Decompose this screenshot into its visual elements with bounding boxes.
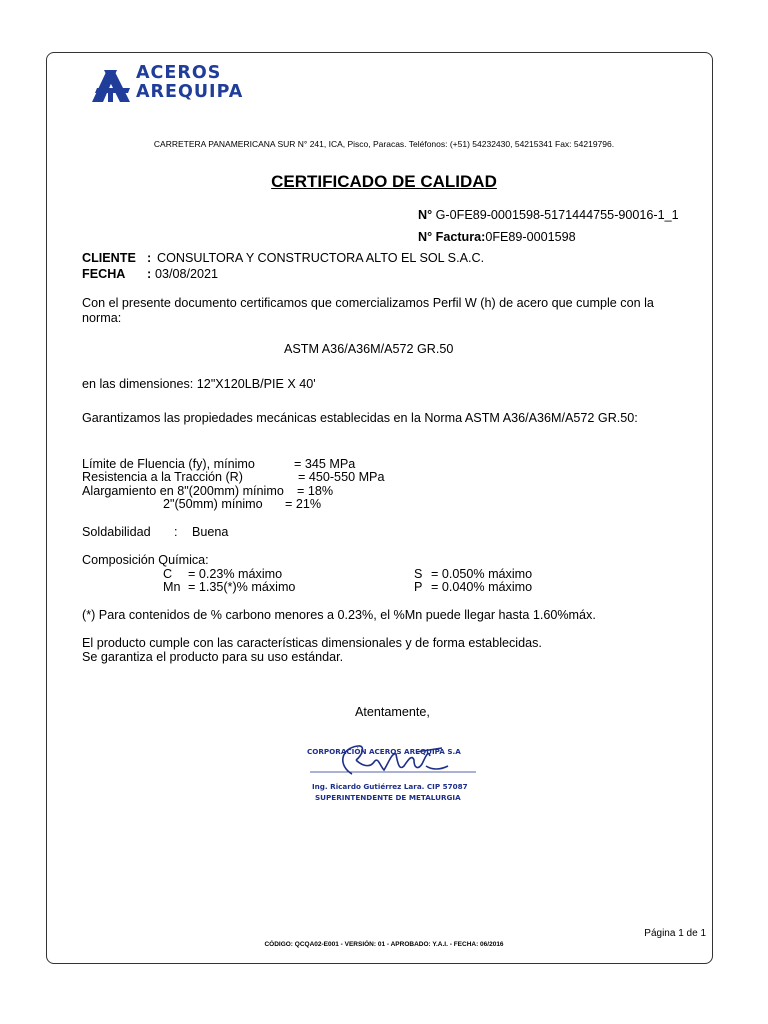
composition-element: P xyxy=(414,580,423,594)
closing-line-2: Se garantiza el producto para su uso estándar. xyxy=(82,650,344,664)
guarantee-text: Garantizamos las propiedades mecánicas establecidas en la Norma ASTM A36/A36M/A572 GR.50: xyxy=(82,411,638,425)
date-value: 03/08/2021 xyxy=(155,267,219,281)
brand-name xyxy=(136,64,243,102)
document-code: CÓDIGO: QCQA02-E001 - VERSIÓN: 01 - APROBADO: Y.A.I. - FECHA: 06/2016 xyxy=(264,941,504,948)
composition-element: Mn xyxy=(163,580,181,594)
invoice-number-value: 0FE89-0001598 xyxy=(485,230,576,244)
client-separator: : xyxy=(147,251,152,265)
invoice-number-label: N° Factura: xyxy=(418,230,486,244)
certificate-number-value: G-0FE89-0001598-5171444755-90016-1_1 xyxy=(435,208,679,222)
signature-name: Ing. Ricardo Gutiérrez Lara. CIP 57087 xyxy=(312,782,468,791)
composition-element: S xyxy=(414,567,423,581)
composition-value: = 1.35(*)% máximo xyxy=(188,580,296,594)
weldability-value: Buena xyxy=(192,525,229,539)
property-label: Límite de Fluencia (fy), mínimo xyxy=(82,457,255,471)
property-value: = 21% xyxy=(285,497,322,511)
property-value: = 450-550 MPa xyxy=(298,470,385,484)
weldability-separator: : xyxy=(174,525,178,539)
property-label: 2"(50mm) mínimo xyxy=(163,497,263,511)
company-address: CARRETERA PANAMERICANA SUR N° 241, ICA, Pisco, Paracas. Teléfonos: (+51) 54232430, 54215341 Fax: 54219796. xyxy=(153,139,615,149)
standard-name: ASTM A36/A36M/A572 GR.50 xyxy=(284,342,454,356)
closing-line-1: El producto cumple con las características dimensionales y de forma establecidas. xyxy=(82,636,542,650)
client-label: CLIENTE xyxy=(82,251,136,265)
document-title: CERTIFICADO DE CALIDAD xyxy=(271,172,497,191)
composition-title: Composición Química: xyxy=(82,553,209,567)
composition-value: = 0.050% máximo xyxy=(431,567,533,581)
property-value: = 18% xyxy=(297,484,334,498)
intro-line-2: norma: xyxy=(82,311,122,325)
property-label: Alargamiento en 8"(200mm) mínimo xyxy=(82,484,284,498)
regards-text: Atentamente, xyxy=(355,705,430,719)
signature-role: SUPERINTENDENTE DE METALURGIA xyxy=(315,793,461,802)
brand-line-1: ACEROS xyxy=(136,63,222,83)
manganese-note: (*) Para contenidos de % carbono menores a 0.23%, el %Mn puede llegar hasta 1.60%máx. xyxy=(82,608,596,622)
composition-element: C xyxy=(163,567,173,581)
property-value: = 345 MPa xyxy=(294,457,356,471)
property-label: Resistencia a la Tracción (R) xyxy=(82,470,243,484)
certificate-number-label: N° xyxy=(418,208,433,222)
composition-value: = 0.040% máximo xyxy=(431,580,533,594)
brand-line-2: AREQUIPA xyxy=(136,82,244,102)
invoice-number xyxy=(418,230,576,244)
page-number: Página 1 de 1 xyxy=(644,928,706,939)
client-name: CONSULTORA Y CONSTRUCTORA ALTO EL SOL S.A.C. xyxy=(157,251,485,265)
composition-value: = 0.23% máximo xyxy=(188,567,283,581)
weldability-label: Soldabilidad xyxy=(82,525,151,539)
dimensions-text: en las dimensiones: 12"X120LB/PIE X 40' xyxy=(82,377,316,391)
certificate-number xyxy=(418,208,679,222)
date-label: FECHA xyxy=(82,267,126,281)
intro-line-1: Con el presente documento certificamos que comercializamos Perfil W (h) de acero que cumple con la xyxy=(82,296,654,310)
signature-company: CORPORACIÓN ACEROS AREQUIPA S.A xyxy=(307,747,461,756)
date-separator: : xyxy=(147,267,152,281)
